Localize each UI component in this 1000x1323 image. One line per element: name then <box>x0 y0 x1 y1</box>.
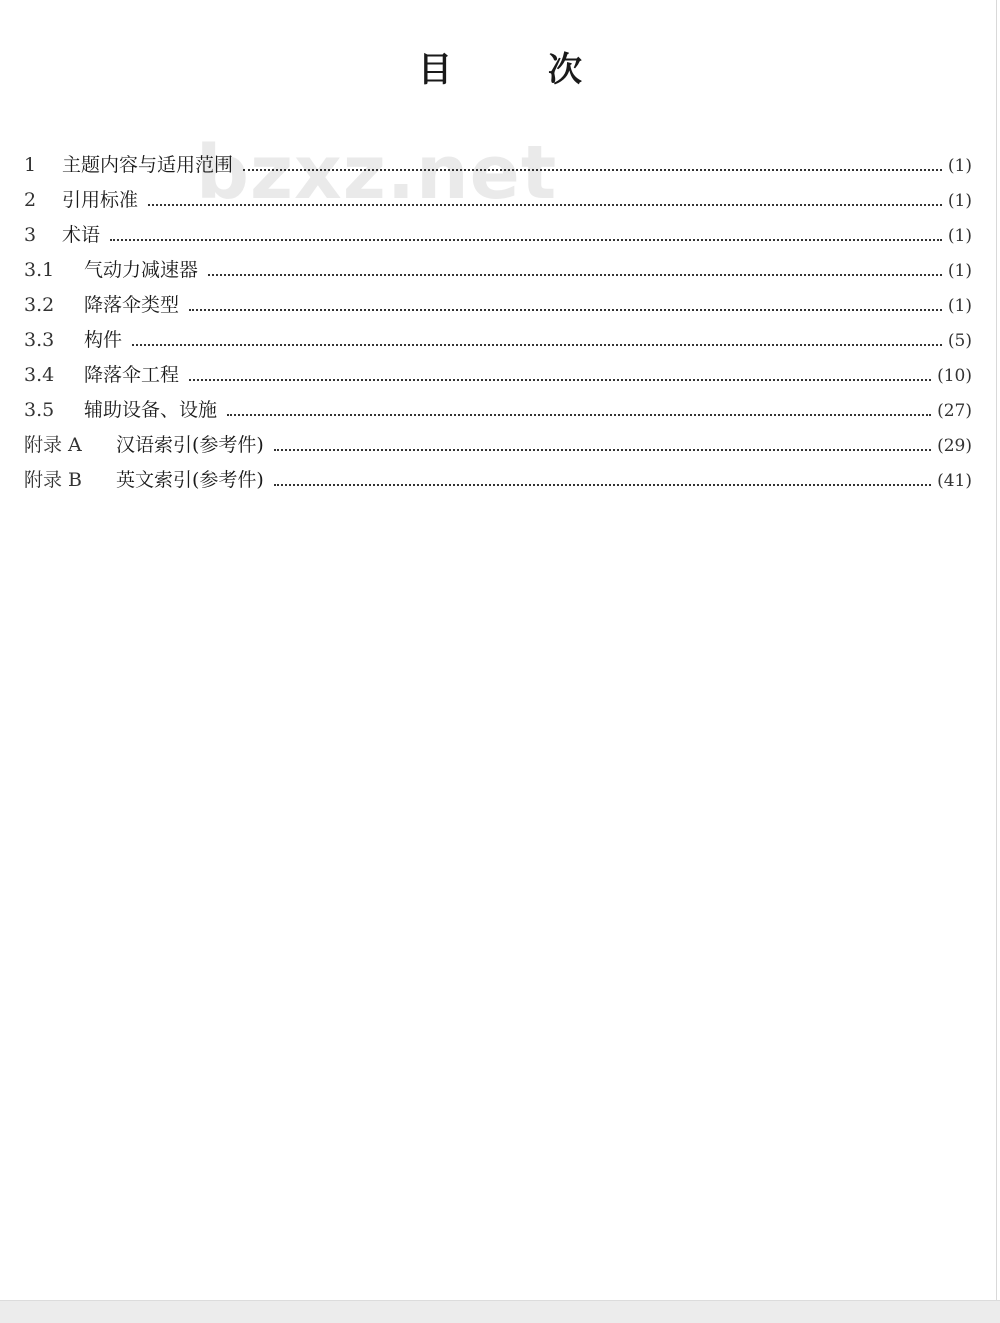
toc-page-number: (1) <box>947 296 972 316</box>
toc-label: 主题内容与适用范围 <box>62 154 234 176</box>
toc-leader-dots <box>132 344 942 346</box>
toc-label: 汉语索引(参考件) <box>116 434 264 456</box>
toc-entry-3[interactable] <box>24 220 972 255</box>
title-char-2: 次 <box>548 50 582 90</box>
table-of-contents <box>24 150 972 500</box>
toc-number: 3 <box>24 224 37 246</box>
page-footer-bar <box>0 1300 1000 1323</box>
toc-leader-dots <box>243 169 942 171</box>
toc-number: 3.4 <box>24 364 55 386</box>
toc-entry-3-4[interactable] <box>24 360 972 395</box>
toc-number: 2 <box>24 189 37 211</box>
toc-label: 气动力减速器 <box>84 259 199 281</box>
toc-number: 3.3 <box>24 329 55 351</box>
toc-entry-1[interactable] <box>24 150 972 185</box>
toc-number: 附录 B <box>24 469 83 491</box>
toc-number: 3.5 <box>24 399 55 421</box>
toc-leader-dots <box>227 414 931 416</box>
toc-page-number: (1) <box>947 226 972 246</box>
toc-leader-dots <box>110 239 942 241</box>
title-char-1: 目 <box>418 50 452 90</box>
toc-entry-3-5[interactable] <box>24 395 972 430</box>
toc-label: 引用标准 <box>62 189 139 211</box>
page-title <box>0 42 1000 91</box>
toc-leader-dots <box>189 379 931 381</box>
toc-page-number: (1) <box>947 261 972 281</box>
toc-number: 3.2 <box>24 294 55 316</box>
toc-leader-dots <box>148 204 942 206</box>
toc-number: 附录 A <box>24 434 82 456</box>
toc-entry-3-1[interactable] <box>24 255 972 290</box>
toc-page-number: (1) <box>947 156 972 176</box>
toc-label: 辅助设备、设施 <box>84 399 218 421</box>
toc-number: 3.1 <box>24 259 55 281</box>
watermark: bzxz.net <box>196 130 558 216</box>
toc-page-number: (5) <box>947 331 972 351</box>
toc-leader-dots <box>189 309 942 311</box>
toc-entry-appendix-a[interactable] <box>24 430 972 465</box>
toc-entry-3-3[interactable] <box>24 325 972 360</box>
toc-label: 英文索引(参考件) <box>116 469 264 491</box>
toc-leader-dots <box>274 449 931 451</box>
toc-page-number: (41) <box>937 471 972 491</box>
toc-number: 1 <box>24 154 37 176</box>
toc-label: 降落伞工程 <box>84 364 180 386</box>
toc-page-number: (29) <box>937 436 972 456</box>
toc-leader-dots <box>274 484 931 486</box>
toc-entry-3-2[interactable] <box>24 290 972 325</box>
toc-page-number: (1) <box>947 191 972 211</box>
toc-leader-dots <box>208 274 942 276</box>
toc-entry-2[interactable] <box>24 185 972 220</box>
toc-entry-appendix-b[interactable] <box>24 465 972 500</box>
toc-label: 构件 <box>84 329 123 351</box>
toc-page-number: (10) <box>937 366 972 386</box>
toc-label: 降落伞类型 <box>84 294 180 316</box>
toc-page-number: (27) <box>937 401 972 421</box>
toc-label: 术语 <box>62 224 101 246</box>
